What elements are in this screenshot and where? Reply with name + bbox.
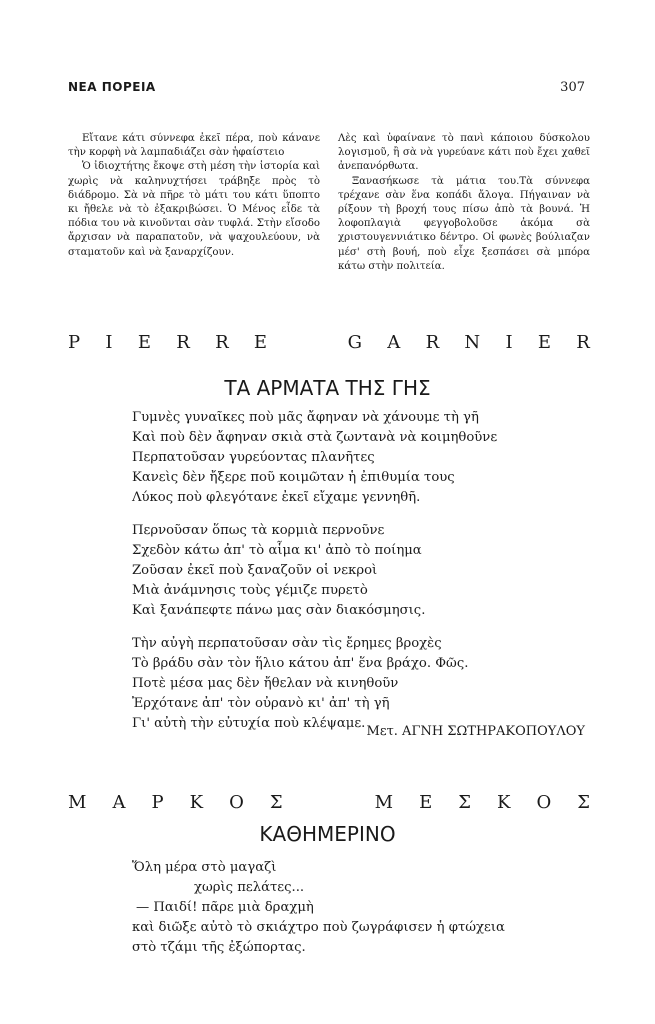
author-letter: R	[576, 332, 590, 353]
prose-paragraph: Ὁ ἰδιοχτήτης ἔκοψε στὴ μέση τὴν ἱστορία καὶ χωρὶς νὰ καληνυχτήσει τράβηξε πρὸς τὸ διάδρομο. Σὰ νὰ πῆρε τὸ μάτι του κάτι ὕποπτο κι ἤθελε νὰ τὸ ἐξακριβώσει. Ὁ Μένος εἶδε τὰ πόδια του νὰ κινοῦνται σὰν τυφλά. Στὴν εἴσοδο ἄρχισαν νὰ παραπατοῦν, νὰ ψαχουλεύουν, νὰ σταματοῦν καὶ νὰ ξαναρχίζουν.	[68, 161, 320, 258]
author-letter: Σ	[269, 792, 283, 813]
author-letter: R	[176, 332, 190, 353]
author-letter: Α	[112, 792, 126, 813]
author-letter: Μ	[68, 792, 87, 813]
author-letter: Κ	[189, 792, 204, 813]
author-letter: Σ	[577, 792, 590, 813]
author-name-meskos	[68, 792, 590, 813]
poem-line: Μιὰ ἀνάμνησις τοὺς γέμιζε πυρετὸ	[132, 583, 368, 598]
poem-line: Περπατοῦσαν γυρεύοντας πλανῆτες	[132, 450, 375, 465]
author-letter: E	[253, 332, 268, 353]
poem-title-1: ΤΑ ΑΡΜΑΤΑ ΤΗΣ ΓΗΣ	[224, 376, 431, 400]
journal-title: ΝΕΑ ΠΟΡΕΙΑ	[68, 80, 156, 94]
author-letter: I	[505, 332, 513, 353]
author-letter: Ο	[229, 792, 244, 813]
poem-stanza	[132, 634, 497, 734]
poem-line: Καὶ ξανάπεφτε πάνω μας σὰν διακόσμησις.	[132, 603, 426, 618]
author-letter: R	[425, 332, 440, 353]
author-letter: E	[537, 332, 551, 353]
author-letter: E	[137, 332, 151, 353]
poem-line: Τὸ βράδυ σὰν τὸν ἥλιο κάτου ἀπ' ἕνα βράχο. Φῶς.	[132, 656, 469, 671]
prose-left-column	[68, 132, 320, 274]
poem-line: Ποτὲ μέσα μας δὲν ἤθελαν νὰ κινηθοῦν	[132, 676, 399, 691]
prose-paragraph: Εἴτανε κάτι σύννεφα ἐκεῖ πέρα, ποὺ κάνανε τὴν κορφὴ νὰ λαμπαδιάζει σὰν ἡφαίστειο	[68, 133, 320, 159]
poem-title-2: ΚΑΘΗΜΕΡΙΝΟ	[259, 822, 396, 846]
poem-line: καὶ διῶξε αὐτὸ τὸ σκιάχτρο ποὺ ζωγράφισεν ἡ φτώχεια	[132, 920, 505, 935]
poem-line: Ζοῦσαν ἐκεῖ ποὺ ξαναζοῦν οἱ νεκροὶ	[132, 563, 378, 578]
poem-1	[132, 408, 497, 747]
poem-line: Λύκος ποὺ φλεγότανε ἐκεῖ εἴχαμε γεννηθῆ.	[132, 490, 421, 505]
poem-line: Καὶ ποὺ δὲν ἄφηναν σκιὰ στὰ ζωντανὰ νὰ κοιμηθοῦνε	[132, 430, 498, 445]
poem-2	[132, 858, 505, 958]
prose-columns	[68, 132, 590, 274]
author-letter: A	[387, 332, 401, 353]
poem-line: Γι' αὐτὴ τὴν εὐτυχία ποὺ κλέψαμε.	[132, 716, 366, 731]
prose-paragraph: Λὲς καὶ ὑφαίνανε τὸ πανὶ κάποιου δύσκολου λογισμοῦ, ἢ σὰ νὰ γυρεύανε κάτι ποὺ ἔχει χαθεῖ ἀνεπανόρθωτα.	[338, 133, 590, 173]
poem-stanza	[132, 521, 497, 621]
prose-paragraph: Ξανασήκωσε τὰ μάτια του.Τὰ σύννεφα τρέχανε σὰν ἕνα κοπάδι ἄλογα. Πήγαιναν νὰ ρίξουν τὴ βροχή τους πίσω ἀπὸ τὰ βουνά. Ἡ λοφοπλαγιὰ φεγγοβολοῦσε ἀκόμα σὰ χριστουγεννιάτικο δέντρο. Οἱ φωνὲς βούλιαζαν μέσ' στὴ βουή, ποὺ εἶχε ξεσπάσει σὰ μπόρα κάτω στὴν πολιτεία.	[338, 175, 590, 272]
poem-line: Ὅλη μέρα στὸ μαγαζὶ	[132, 860, 277, 875]
poem-line: Σχεδὸν κάτω ἀπ' τὸ αἷμα κι' ἀπὸ τὸ ποίημα	[132, 543, 422, 558]
author-letter: G	[347, 332, 363, 353]
author-letter: Μ	[374, 792, 394, 813]
poem-stanza	[132, 408, 497, 508]
author-letter: Κ	[496, 792, 511, 813]
poem-line: στὸ τζάμι τῆς ἐξώπορτας.	[132, 940, 306, 955]
poem-line: Γυμνὲς γυναῖκες ποὺ μᾶς ἄφηναν νὰ χάνουμε τὴ γῆ	[132, 410, 479, 425]
author-letter: R	[215, 332, 229, 353]
author-name-garnier	[68, 332, 590, 353]
author-letter: Σ	[458, 792, 471, 813]
author-letter: Ε	[419, 792, 433, 813]
page-header	[68, 80, 585, 95]
page-number: 307	[560, 80, 585, 95]
author-letter: P	[68, 332, 81, 353]
author-letter: I	[105, 332, 113, 353]
author-letter: Ρ	[151, 792, 164, 813]
author-letter: Ο	[536, 792, 552, 813]
translator-credit: Μετ. ΑΓΝΗ ΣΩΤΗΡΑΚΟΠΟΥΛΟΥ	[366, 724, 585, 739]
poem-line: — Παιδί! πᾶρε μιὰ δραχμὴ	[136, 900, 314, 915]
poem-line: Κανεὶς δὲν ἤξερε ποῦ κοιμῶταν ἡ ἐπιθυμία τους	[132, 470, 455, 485]
poem-line: Ἐρχότανε ἀπ' τὸν οὐρανὸ κι' ἀπ' τὴ γῆ	[132, 696, 390, 711]
poem-line: Τὴν αὐγὴ περπατοῦσαν σὰν τὶς ἔρημες βροχὲς	[132, 636, 442, 651]
author-letter: N	[464, 332, 481, 353]
poem-line: Περνοῦσαν ὅπως τὰ κορμιὰ περνοῦνε	[132, 523, 385, 538]
poem-line: χωρὶς πελάτες...	[194, 880, 305, 895]
prose-right-column	[338, 132, 590, 274]
